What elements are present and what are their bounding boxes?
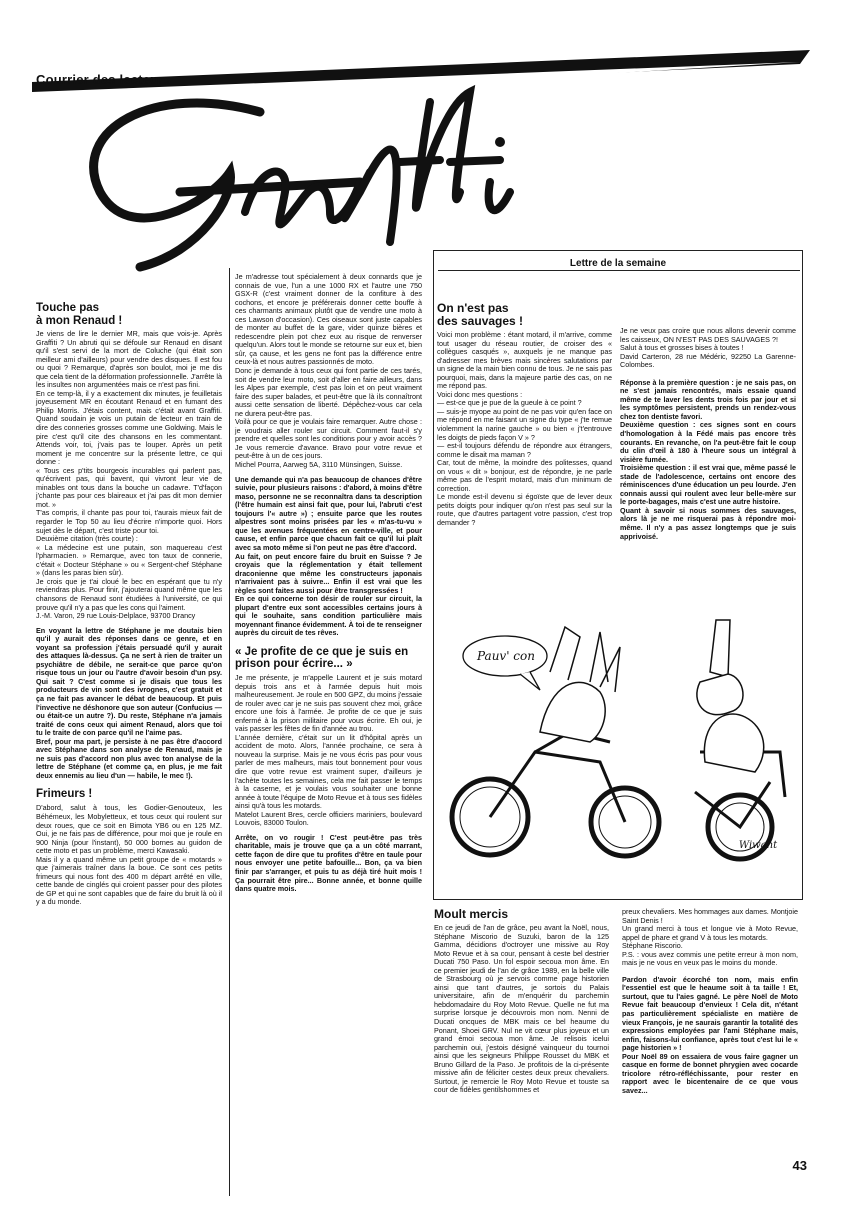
letter-body-mercis: En ce jeudi de l'an de grâce, peu avant la Noël, nous, Stéphane Miscorio de Suzuki, baron de la 125 Gamma, décidions d'octroyer une missive au Roy Moto Revue et à sa cour, pensant à ceste bel destrier Ducati 750 Paso. Un fol espoir secoua mon âme. En ce premier jeudi de l'an de grâce 1989, en la belle ville de Strasbourg où je servois comme page historien ainsi que tant d'autres, je sortois du Palais universitaire, afin de m'enquérir du parchemin hebdomadaire du Roy Moto Revue. Quelle ne fut ma surprise lorsque je découvrois mon nom. Nenni de Ducati oncques de MBK mais ce bel heaume du Ponant, Shoei GRV. Nul ne vit cœur plus joyeux et un grand émoi secoua mon âme. Je relisois icelui parchemin oui, j'estois désigné vainqueur du tournoi ainsi que les seigneurs Philippe Rousset du MBK et Bruno Gillard de la Paso. Je profitois de la ci-présente missive afin de féliciter cestes deux preux chevaliers. Surtout, je remercie le Roy Moto Revue et touste sa cour de fidèles gentilshommes et	[434, 923, 609, 1095]
letter-title-renaud: Touche pas à mon Renaud !	[36, 302, 123, 327]
reply-frimeurs: Une demande qui n'a pas beaucoup de chances d'être suivie, pour plusieurs raisons : d'abord, à moins d'être maso, personne ne se reconnaîtra dans ta description (l'être humain est ainsi fait que, pour lui, l'abruti c'est toujours l'« autre ») ; ensuite parce que les routes alpestres sont moins prisées par les « m'as-tu-vu » que les avenues fréquentées en centre-ville, et pour cause, et enfin parce que chacun fait ce qu'il lui plaît avec sa moto même si l'on peut ne pas être d'accord. Au fait, on peut encore faire du bruit en Suisse ? Je croyais que la réglementation y était tellement draconienne que même les constructeurs japonais n'arrivaient pas à suivre... Enfin il est vrai que les règles sont faites aussi pour être transgressées ! En ce qui concerne ton désir de rouler sur circuit, la plupart d'entre eux sont accessibles certains jours à qui le souhaite, sans condition particulière mais moyennant finance évidemment. À toi de te renseigner auprès du circuit de tes rêves.	[235, 474, 422, 638]
letter-title-frimeurs: Frimeurs !	[36, 788, 93, 801]
column-2	[235, 273, 422, 894]
reply-renaud: En voyant la lettre de Stéphane je me doutais bien qu'il y aurait des réponses dans ce genre, et en voyant sa profession j'étais persuadé qu'il y aurait des attaques là-dessus. Ça ne sert à rien de traiter un psychiâtre de débile, ne serait-ce que parce qu'on risque tous un jour ou l'autre d'avoir besoin d'un psy. Qui sait ? C'est comme si je disais que tous les producteurs de vin sont des ivrognes, c'est gratuit et ça ne fait pas avancer le débat de beaucoup. Et puis l'invective ne déshonore que son auteur (Confucius — ou était-ce un autre ?). Du reste, Stéphane n'a jamais traité de cons ceux qui aiment Renaud, alors que toi tu le traite de con parce qu'il ne l'aime pas. Bref, pour ma part, je persiste à ne pas être d'accord avec Stéphane dans son analyse de Renaud, mais je ne suis pas d'accord non plus avec ton analyse de la lettre de Stéphane (et comme ça, en plus, je me fait deux ennemis au lieu d'un — habile, le mec !).	[36, 625, 222, 780]
letter-of-week-left	[437, 302, 612, 528]
letter-of-week-right	[620, 327, 796, 541]
cartoon-illustration	[440, 612, 795, 874]
letter-of-week-signature: Je ne veux pas croire que nous allons devenir comme les caisseux, ON N'EST PAS DES SAUVAGES ?! Salut à tous et grosses bises à toutes ! David Carteron, 28 rue Médéric, 92250 La Garenne-Colombes.	[620, 326, 796, 370]
letter-body-frimeurs: D'abord, salut à tous, les Godier-Genouteux, les Béhémeux, les Mobyletteux, et tous ceux qui roulent sur deux roues, que ce soit en Bimota YB6 ou en 125 MZ. Oui, je ne fais pas de différence, pour moi que je roule en 900 Ninja (pour l'instant), 50 000 bornes au guidon de cette moto et pas un problème, merci Kawasaki. Mais il y a quand même un petit groupe de « motards » que j'aimerais traîner dans la boue. Ce sont ces petits frimeurs qui nous font des 400 m départ arrêté en ville, cette bande de cinglés qui croient passer pour des pilotes de GP et qui ne sont capables que de faire du bruit là où il y a du monde.	[36, 803, 222, 907]
letter-of-week-heading: Lettre de la semaine	[569, 258, 667, 269]
letter-body-prison: Je me présente, je m'appelle Laurent et je suis motard depuis trois ans et à l'armée depuis huit mois malheureusement. Je roule en 500 GPZ, du moins j'essaie de rouler avec car je ne suis pas souvent chez moi, grâce encore une fois à l'armée. Je profite de ce que je suis enfermé à la prison militaire pour vous écrire. Eh oui, je vais passer les fêtes de fin d'année au trou. L'année dernière, c'était sur un lit d'hôpital après un accident de moto. Alors, l'année prochaine, ce sera à nouveau la surprise. Mais je ne vous écris pas pour vous parler de mes malheurs, mais tout bonnement pour vous dire que votre revue est vraiment super, d'ailleurs je l'achète toutes les semaines, cela me fait passer le temps à la caserne, et je voulais vous souhaiter une bonne année à toute l'équipe de Moto Revue et à tous ses fidèles ainsi qu'à tous les motards. Matelot Laurent Bres, cercle officiers mariniers, boulevard Louvois, 83000 Toulon.	[235, 672, 422, 828]
letter-body-frimeurs-cont: Je m'adresse tout spécialement à deux connards que je connais de vue, l'un a une 1000 RX et l'autre une 750 GSX-R (c'est vraiment donner de la confiture à des cochons, et encore je préférerais donner cette bouffe à ces charmants animaux plutôt que de vendre une moto à ces Lawson d'occasion). Ces oiseaux sont juste capables de monter au buffet de la gare, vider quinze bières et redescendre plein pot chez eux au risque de renverser quelqu'un. Alors tout le monde se retourne sur eux et, bien sûr, ça cause, et les gens ne font pas la différence entre ceux-là et nous autres passionnés de moto. Donc je demande à tous ceux qui font partie de ces tarés, soit de vendre leur moto, soit d'aller en faire ailleurs, dans les Alpes par exemple, c'est pas loin et on peut vraiment faire des super balades, et peut-être que là ils connaîtront aussi cette sensation de liberté. Dépêchez-vous car cela ne durera peut-être pas. Voilà pour ce que je voulais faire remarquer. Autre chose : je voudrais aller rouler sur circuit. Comment faut-il s'y prendre et quelles sont les conditions pour y avoir accès ? Je vous remercie d'avance. Bravo pour votre revue et peut-être à un de ces jours. Michel Pourra, Aarweg 5A, 3110 Münsingen, Suisse.	[235, 272, 422, 470]
letter-of-week-body: Voici mon problème : étant motard, il m'arrive, comme tout usager du réseau routier, de croiser des « collègues casqués », auxquels je ne manque pas d'adresser mes brèves mais sincères salutations par un signe de la main bien connu de tous. Je ne sais pas pourquoi, mais, dans la majeure partie des cas, on ne me répond pas. Voici donc mes questions : — est-ce que je pue de la gueule à ce point ? — suis-je myope au point de ne pas voir qu'en face on me répond en me faisant un signe du type « j'te remue violemment la narine gauche » ou bien « j't'entrouve les doigts de pieds façon V » ? — est-il toujours défendu de répondre aux étrangers, comme le disait ma maman ? Car, tout de même, la moindre des politesses, quand on vous « dit » bonjour, est de répondre, je ne parle même pas de l'esprit motard, mais d'un minimum de correction. Le monde est-il devenu si égoïste que de lever deux petits doigts pour indiquer qu'on n'est pas seul sur la route, que d'autres partagent votre passion, c'est trop demander ?	[437, 330, 613, 528]
column-3-bottom-left	[434, 908, 609, 1095]
reply-prison: Arrête, on vo rougir ! C'est peut-être pas très charitable, mais je trouve que ça a un côté marrant, cette façon de dire que tu profites d'être en taule pour nous envoyer une petite bafouille... Bon, ça va bien finir par s'arranger, et puis tu as déjà tiré huit mois ! Ça pourrait être pire... Bonne année, et bonne quille dans quatre mois.	[235, 832, 422, 894]
cartoon-signature: Wiwant	[738, 840, 778, 851]
rubric-title: Courrier des lecteurs	[36, 72, 171, 87]
column-3-bottom-right	[622, 908, 798, 1095]
letter-body-renaud: Je viens de lire le dernier MR, mais que vois-je. Après Graffiti ? Un abruti qui se défoule sur Renaud en disant qu'il s'est servi de la mort de Coluche (qui était son meilleur ami d'ailleurs) pour vendre des disques. Il est fou ou quoi ? Remarque, d'après son boulot, moi je me dis que cela tient de la déformation professionnelle. J'arrête là les insultes non argumentées mais ce n'est pas fini. En ce temp-là, il y a exactement dix minutes, je feuilletais joyeusement MR en écoutant Renaud et en fumant des Philip Morris. J'étais content, mais c'était avant Graffiti. Quand soudain je vois un putain de lecteur en train de dire des conneries grosses comme une Goldwing. Mais le pire c'est qu'il cite des chansons en les commentant. Attends voir, toi, j'vais pas te louper. Après un petit moment je me concentre sur la présente lettre, ce qui donne : « Tous ces p'tits bourgeois incurables qui parlent pas, qu'écrivent pas, qui bavent, qui vivront leur vie de minables ont tous dans la bouche un cadavre. T'd'façon j'chante pas pour ces blaireaux et j'ai pas dit mon dernier mot. » T'as compris, il chante pas pour toi, t'aurais mieux fait de regarder le Top 50 au lieu d'écrire n'importe quoi. Hors sujet dès le départ, c'est triste pour toi. Deuxième citation (très courte) : « La médecine est une putain, son maquereau c'est l'pharmacien. » Remarque, avec ton taux de connerie, c'était « Docteur Stéphane » ou « Sergent-chef Stéphane » (dans les paras bien sûr). Je crois que je t'ai cloué le bec en espérant que tu n'y reviendras plus. Pour finir, j'ajouterai quand même que les chansons de Renaud sont étudiées à l'université, ce qui prouve qu'il n'y a pas que les cons qui l'aiment. J.-M. Varon, 29 rue Louis-Delplace, 93700 Drancy	[36, 329, 222, 621]
letter-title-mercis: Moult mercis	[434, 907, 509, 921]
reply-mercis: Pardon d'avoir écorché ton nom, mais enfin l'essentiel est que le heaume soit à ta taille ! Et, surtout, que tu l'aies gagné. Le père Noël de Moto Revue fait beaucoup d'envieux ! Cela dit, n'étant pas particulièrement spécialiste en matière de vieux François, je ne saurais garantir la totalité des expressions employées par l'ami Stéphane mais, enfin, faisons-lui confiance, après tout c'est lui le « page historien » ! Pour Noël 89 on essaiera de vous faire gagner un casque en forme de bonnet phrygien avec cocarde tricolore rétro-réfléchissante, pour rester en rapport avec le bicentenaire de ce que vous savez...	[622, 974, 798, 1095]
page-number: 43	[792, 1158, 807, 1173]
cartoon-bubble-text: Pauv' con	[477, 649, 535, 663]
letter-of-week-title: On n'est pas des sauvages !	[437, 301, 524, 328]
letter-title-prison: « Je profite de ce que je suis en prison pour écrire... »	[235, 645, 409, 671]
letter-of-week-reply: Réponse à la première question : je ne sais pas, on ne s'est jamais rencontrés, mais essaie quand même de te laver les dents trois fois par jour et si les symptômes persistent, prends un rendez-vous chez ton dentiste favori. Deuxième question : ces signes sont en cours d'homologation à la Fédé mais pas encore très courants. En revanche, on l'a peut-être fait le coup du clin d'œil à 180 à l'heure sous un intégral à visière fumée. Troisième question : il est vrai que, même passé le stade de l'adolescence, certains ont encore des réminiscences d'une éducation un peu lourde. J'en connais aussi qui roulent avec leur belle-mère sur le porte-bagages, mais c'est une autre histoire. Quant à savoir si nous sommes des sauvages, alors là je ne me risquerai pas à répondre moi-même. Il n'y a pas assez longtemps que je suis apprivoisé.	[620, 377, 796, 541]
letter-body-mercis-cont: preux chevaliers. Mes hommages aux dames. Montjoie Saint Denis ! Un grand merci à tous et longue vie à Moto Revue, appel de phare et grand V à tous les motards. Stéphane Riscorio. P.S. : vous avez commis une petite erreur à mon nom, mais je ne vous en veux pas le moins du monde.	[622, 907, 798, 968]
letter-of-week-rule	[438, 270, 800, 271]
column-1	[36, 302, 222, 907]
column-divider	[229, 268, 230, 1196]
